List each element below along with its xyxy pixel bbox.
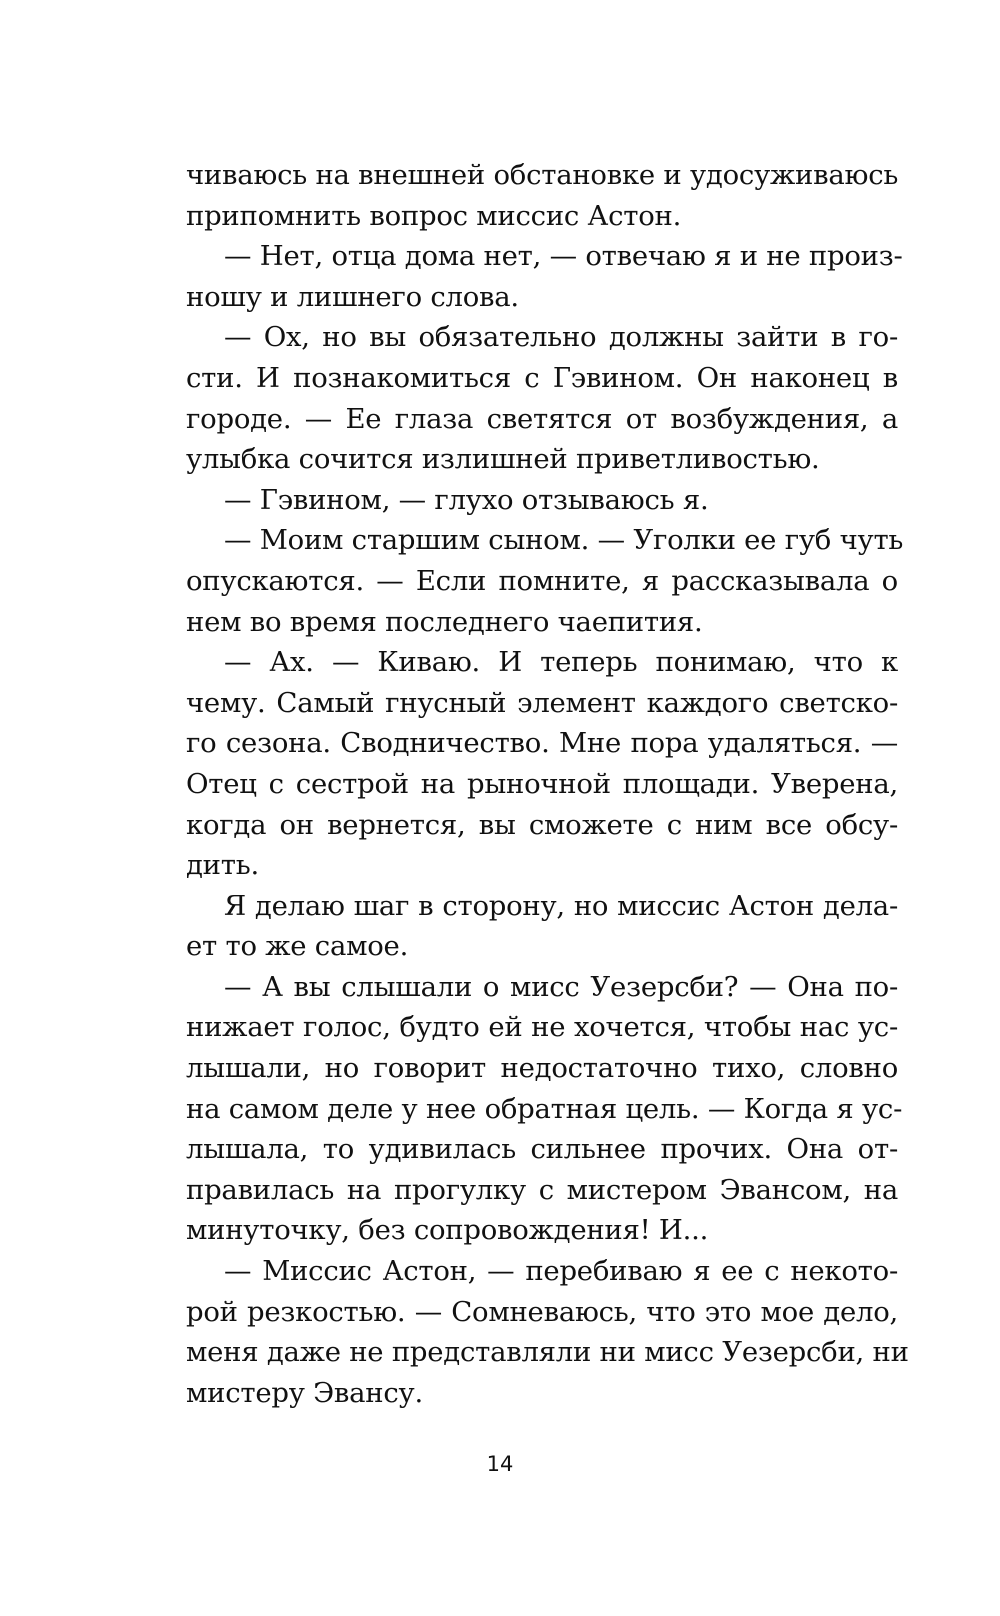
text-line: минуточку, без сопровождения! И... — [186, 1214, 709, 1247]
text-line: ношу и лишнего слова. — [186, 280, 519, 313]
text-line: сти. И познакомиться с Гэвином. Он наконец в — [186, 361, 898, 394]
text-line: го сезона. Сводничество. Мне пора удаляться. — — [186, 727, 898, 760]
text-line: нижает голос, будто ей не хочется, чтобы нас ус- — [186, 1011, 898, 1044]
text-line: правилась на прогулку с мистером Эвансом, на — [186, 1173, 898, 1206]
text-line: ет то же самое. — [186, 930, 409, 963]
text-line: чиваюсь на внешней обстановке и удосуживаюсь — [186, 159, 899, 191]
text-line: на самом деле у нее обратная цель. — Когда я ус- — [186, 1092, 903, 1125]
text-line: чему. Самый гнусный элемент каждого светско- — [186, 686, 898, 719]
text-line: — Ах. — Киваю. И теперь понимаю, что к — [224, 646, 898, 679]
text-line: — А вы слышали о мисс Уезерсби? — Она по- — [224, 970, 898, 1003]
page-number: 14 — [486, 1452, 514, 1476]
text-line: опускаются. — Если помните, я рассказывала о — [186, 564, 898, 597]
text-line: Я делаю шаг в сторону, но миссис Астон дела- — [224, 889, 898, 922]
text-line: лышала, то удивилась сильнее прочих. Она от- — [186, 1133, 898, 1166]
text-line: — Гэвином, — глухо отзываюсь я. — [224, 483, 709, 516]
text-line: когда он вернется, вы сможете с ним все обсу- — [186, 808, 898, 841]
text-line: — Миссис Астон, — перебиваю я ее с некото- — [224, 1255, 898, 1288]
text-line: меня даже не представляли ни мисс Уезерсби, ни — [186, 1336, 909, 1369]
text-line: — Моим старшим сыном. — Уголки ее губ чуть — [224, 524, 904, 557]
body-text — [186, 155, 909, 1413]
text-line: мистеру Эвансу. — [186, 1376, 423, 1409]
text-line: Отец с сестрой на рыночной площади. Уверена, — [186, 767, 898, 800]
text-line: — Нет, отца дома нет, — отвечаю я и не произ- — [224, 240, 903, 273]
text-line: улыбка сочится излишней приветливостью. — [186, 443, 820, 476]
text-line: — Ох, но вы обязательно должны зайти в го- — [224, 321, 898, 354]
text-line: рой резкостью. — Сомневаюсь, что это мое дело, — [186, 1295, 898, 1328]
text-line: нем во время последнего чаепития. — [186, 605, 703, 638]
text-line: лышали, но говорит недостаточно тихо, словно — [186, 1052, 898, 1085]
text-line: дить. — [186, 849, 259, 882]
text-line: припомнить вопрос миссис Астон. — [186, 199, 682, 232]
text-line: городе. — Ее глаза светятся от возбуждения, а — [186, 402, 898, 435]
